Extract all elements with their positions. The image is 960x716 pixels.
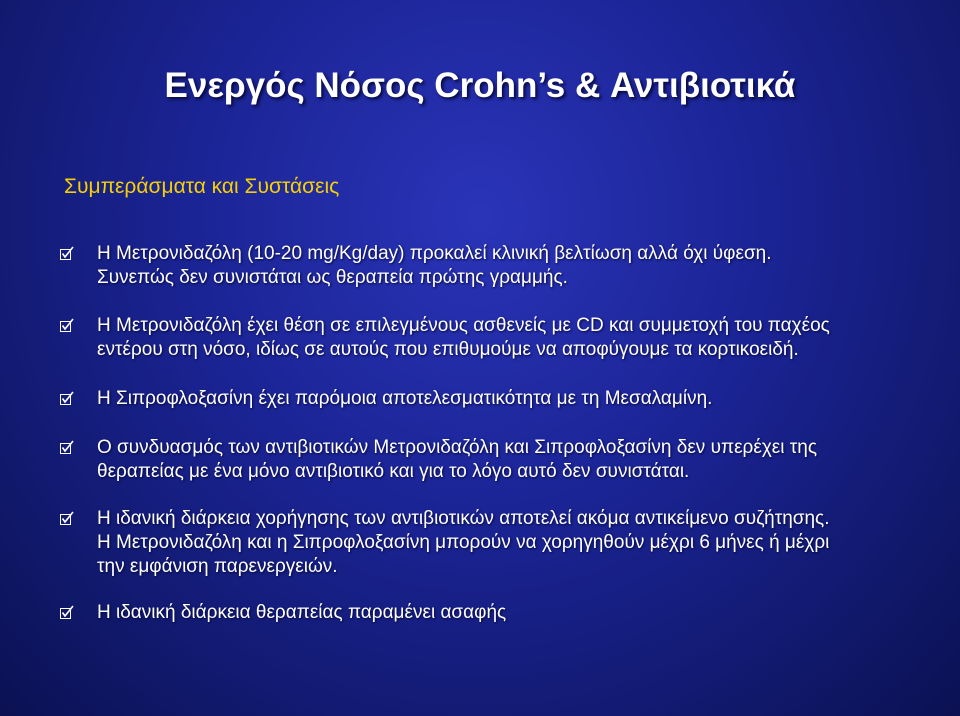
bullet-line: Η Μετρονιδαζόλη και η Σιπροφλοξασίνη μπορούν να χορηγηθούν μέχρι 6 μήνες ή μέχρι [97, 532, 830, 553]
checkbox-check-icon [60, 605, 74, 619]
checkbox-check-icon [60, 440, 74, 454]
bullet-line: Η ιδανική διάρκεια θεραπείας παραμένει ασαφής [97, 602, 507, 623]
bullet-line: Η Σιπροφλοξασίνη έχει παρόμοια αποτελεσματικότητα με τη Μεσαλαμίνη. [97, 388, 713, 409]
checkbox-check-icon [60, 318, 74, 332]
bullet-line: θεραπείας με ένα μόνο αντιβιοτικό και για το λόγο αυτό δεν συνιστάται. [97, 461, 690, 482]
bullet-line: εντέρου στη νόσο, ιδίως σε αυτούς που επιθυμούμε να αποφύγουμε τα κορτικοειδή. [97, 339, 799, 360]
bullet-text [97, 387, 927, 411]
bullet-line: Η Μετρονιδαζόλη (10-20 mg/Kg/day) προκαλεί κλινική βελτίωση αλλά όχι ύφεση. [97, 243, 772, 264]
bullet-line: Συνεπώς δεν συνιστάται ως θεραπεία πρώτης γραμμής. [97, 267, 568, 288]
bullet-line: Ο συνδυασμός των αντιβιοτικών Μετρονιδαζόλη και Σιπροφλοξασίνη δεν υπερέχει της [97, 437, 817, 458]
checkbox-check-icon [60, 246, 74, 260]
bullet-text [97, 242, 927, 290]
checkbox-check-icon [60, 391, 74, 405]
slide-subtitle: Συμπεράσματα και Συστάσεις [64, 175, 340, 198]
bullet-text [97, 314, 927, 362]
bullet-text [97, 507, 927, 579]
checkbox-check-icon [60, 511, 74, 525]
bullet-line: Η ιδανική διάρκεια χορήγησης των αντιβιοτικών αποτελεί ακόμα αντικείμενο συζήτησης. [97, 508, 830, 529]
bullet-line: την εμφάνιση παρενεργειών. [97, 556, 338, 577]
bullet-line: Η Μετρονιδαζόλη έχει θέση σε επιλεγμένους ασθενείς με CD και συμμετοχή του παχέος [97, 315, 830, 336]
bullet-text [97, 436, 927, 484]
bullet-text [97, 601, 927, 625]
slide-title: Ενεργός Νόσος Crohn’s & Αντιβιοτικά [164, 66, 796, 105]
